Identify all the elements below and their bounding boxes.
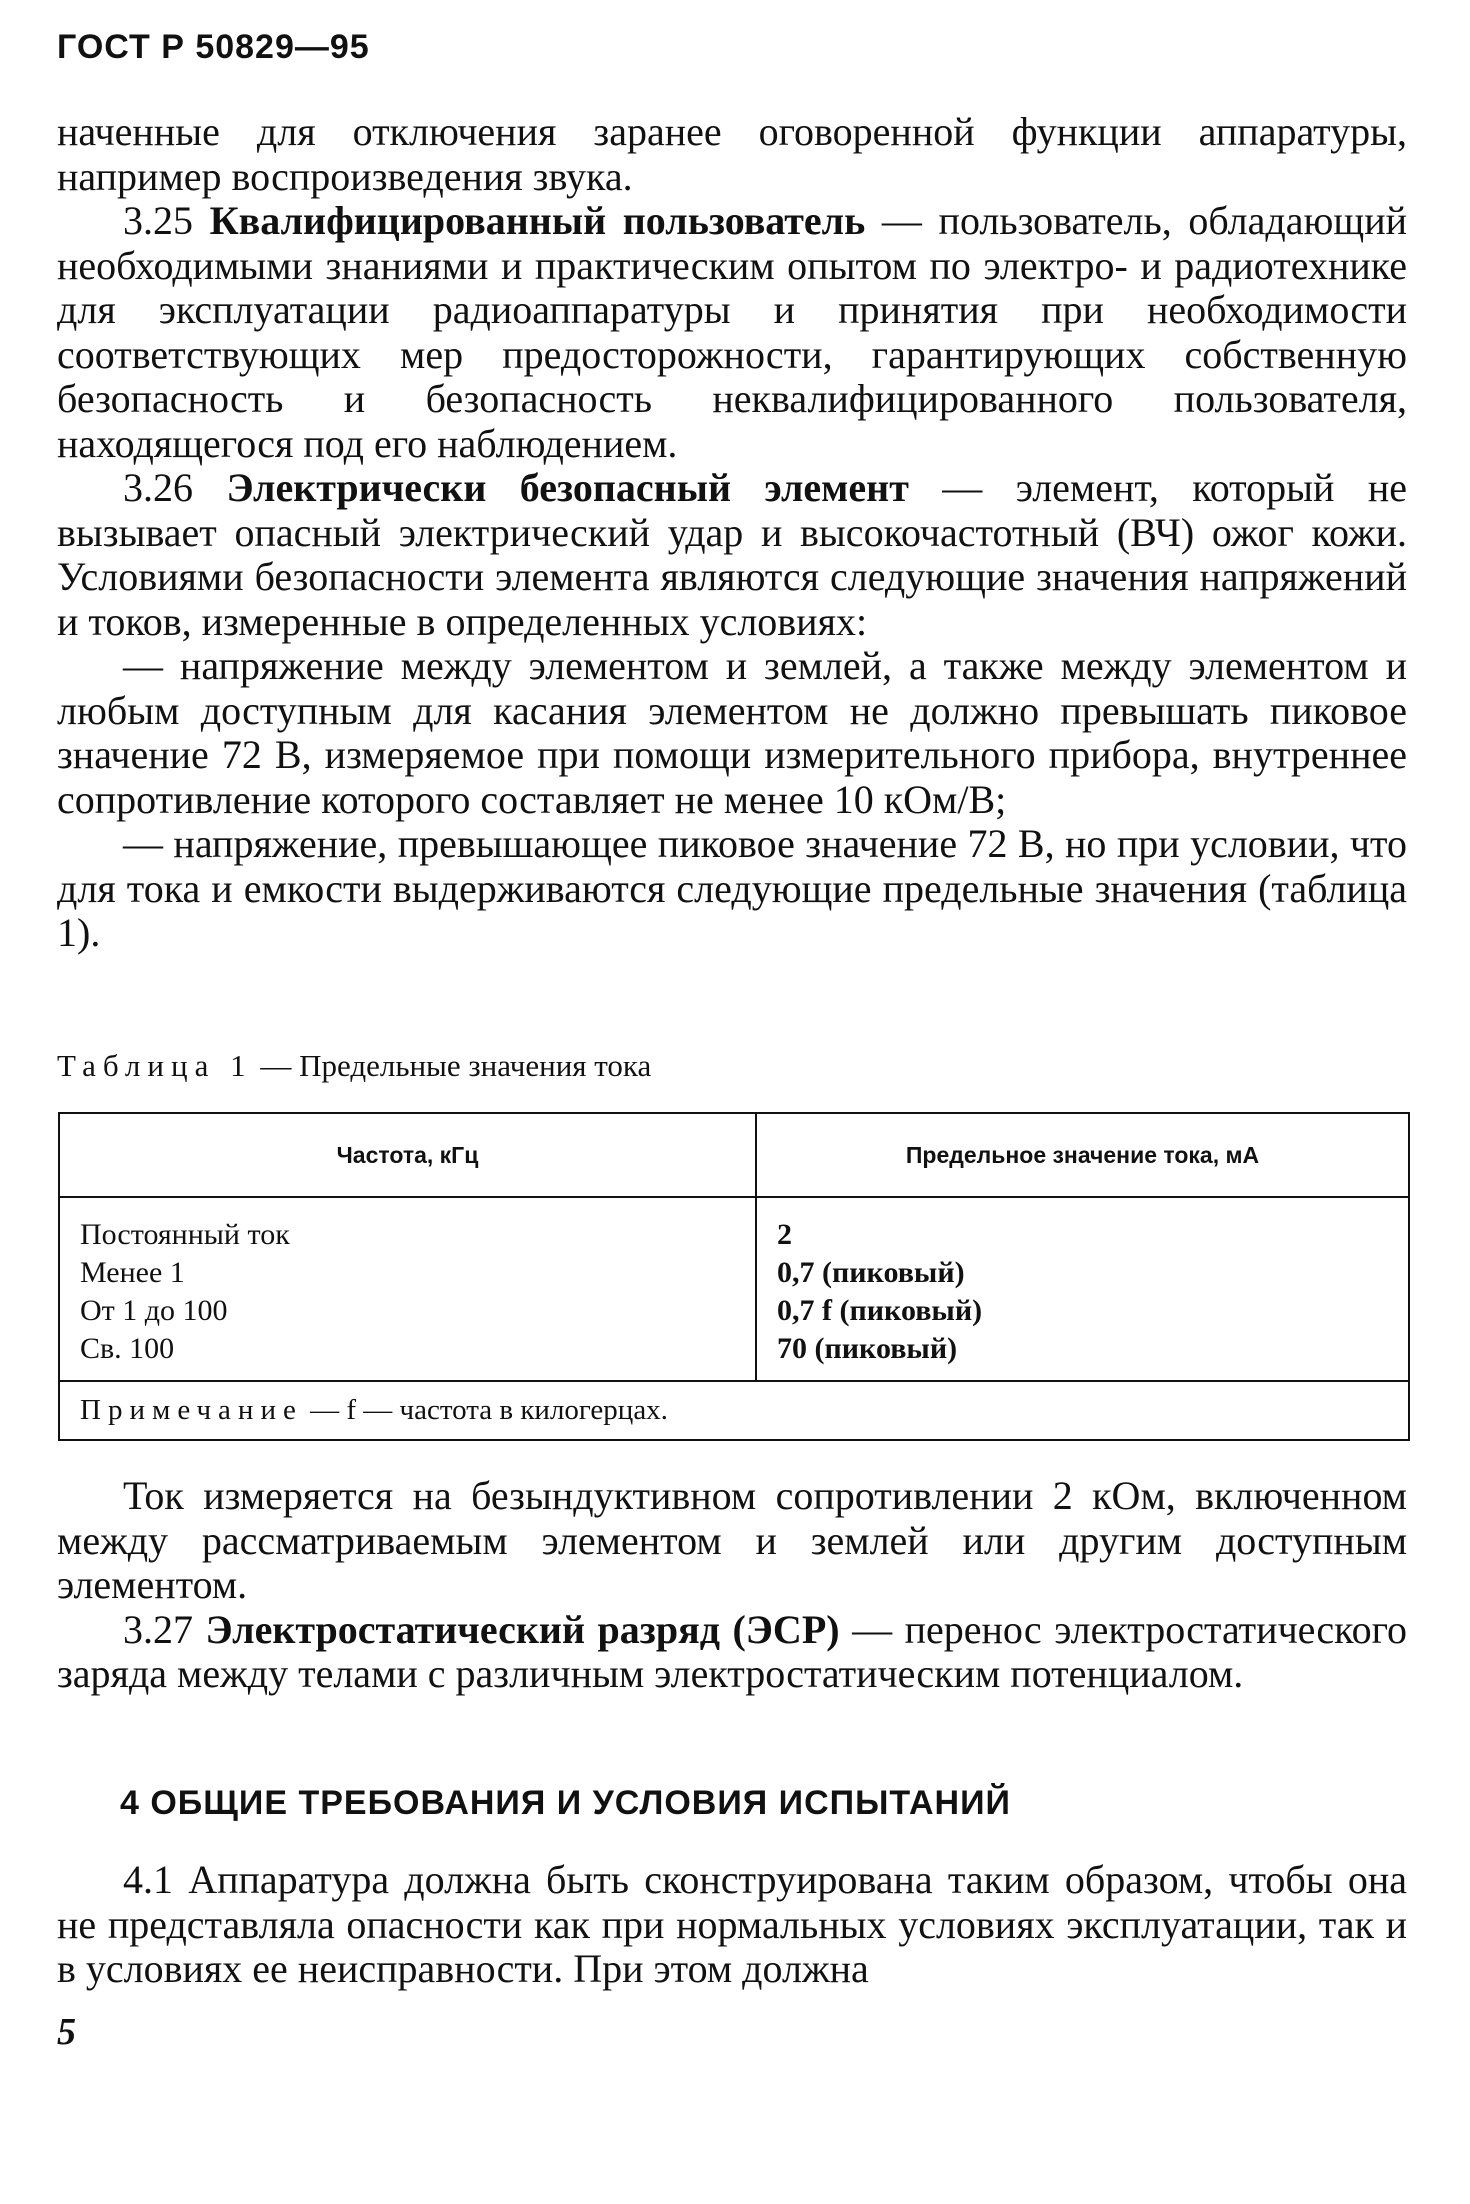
clause-number: 3.27	[123, 1606, 193, 1652]
term-esd: Электростатический разряд (ЭСР)	[205, 1606, 840, 1652]
document-header: ГОСТ Р 50829—95	[57, 28, 370, 66]
section-4-text-block	[57, 1858, 1407, 1992]
note-label: Примечание	[80, 1394, 303, 1426]
term-qualified-user: Квалифицированный пользователь	[209, 198, 866, 243]
bullet-voltage-limit: — напряжение между элементом и землей, а также между элементом и любым доступным для касания элементом не должно превышать пиковое значение 72 В, измеряемое при помощи измерительного прибора, внутреннее сопротивление которого составляет не менее 10 кОм/В;	[57, 643, 1407, 822]
paragraph-current-measurement: Ток измеряется на безындуктивном сопротивлении 2 кОм, включенном между рассматриваемым элементом и землей или другим доступным элементом.	[57, 1473, 1407, 1607]
table-caption-text: — Предельные значения тока	[252, 1048, 652, 1083]
paragraph-3-27	[57, 1608, 1407, 1697]
paragraph-continued: наченные для отключения заранее оговоренной функции аппаратуры, например воспроизведения звука.	[57, 109, 1407, 199]
current-limits-table	[58, 1112, 1410, 1441]
note-text: — f — частота в килогерцах.	[302, 1394, 668, 1426]
paragraph-3-26	[57, 466, 1407, 644]
top-text-block	[57, 110, 1407, 956]
bottom-text-block	[57, 1474, 1407, 1697]
column-header-current-limit: Предельное значение тока, мА	[756, 1113, 1409, 1197]
frequency-value: Постоянный ток	[80, 1218, 290, 1251]
current-limit-cell	[756, 1197, 1409, 1381]
paragraph-3-25	[57, 199, 1407, 466]
term-electrically-safe-element: Электрически безопасный элемент	[226, 465, 909, 510]
frequency-value: Св. 100	[80, 1332, 175, 1365]
table-caption	[57, 1048, 651, 1084]
definition-text: — пользователь, обладающий необходимыми знаниями и практическим опытом по электро- и радиотехнике для эксплуатации радиоаппаратуры и принятия при необходимости соответствующих мер предосторожности, гарантирующих собственную безопасность и безопасность неквалифицированного пользователя, находящегося под его наблюдением.	[57, 198, 1408, 466]
frequency-value: От 1 до 100	[80, 1294, 228, 1327]
section-4-heading: 4 ОБЩИЕ ТРЕБОВАНИЯ И УСЛОВИЯ ИСПЫТАНИЙ	[120, 1784, 1011, 1822]
page-number: 5	[57, 2011, 76, 2053]
frequency-cell	[59, 1197, 756, 1381]
table-caption-label: Таблица 1	[57, 1048, 253, 1083]
paragraph-4-1: 4.1 Аппаратура должна быть сконструирована таким образом, чтобы она не представляла опасности как при нормальных условиях эксплуатации, так и в условиях ее неисправности. При этом должна	[57, 1857, 1407, 1991]
bullet-voltage-exceeding: — напряжение, превышающее пиковое значение 72 В, но при условии, что для тока и емкости выдерживаются следующие предельные значения (таблица 1).	[57, 821, 1407, 955]
table-note-row	[59, 1381, 1409, 1440]
current-limit-value: 0,7 (пиковый)	[777, 1256, 965, 1289]
table-note	[59, 1381, 1409, 1440]
frequency-value: Менее 1	[80, 1256, 185, 1289]
current-limit-value: 70 (пиковый)	[777, 1332, 958, 1365]
table-row	[59, 1197, 1409, 1381]
column-header-frequency: Частота, кГц	[59, 1113, 756, 1197]
current-limit-value: 2	[777, 1218, 792, 1251]
definition-text: — элемент, который не вызывает опасный электрический удар и высокочастотный (ВЧ) ожог кожи. Условиями безопасности элемента являются следующие значения напряжений и токов, измеренные в определенных условиях:	[57, 465, 1407, 644]
clause-number: 3.25	[123, 198, 193, 243]
clause-number: 3.26	[123, 465, 193, 510]
table-header-row	[59, 1113, 1409, 1197]
current-limit-value: 0,7 f (пиковый)	[777, 1294, 983, 1327]
definition-text: — перенос электростатического заряда между телами с различным электростатическим потенциалом.	[57, 1606, 1407, 1696]
